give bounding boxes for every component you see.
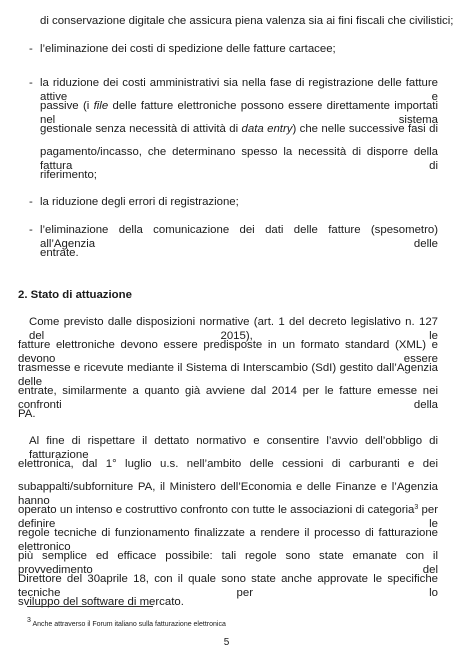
bullet-item-costi-amm-line1: la riduzione dei costi amministrativi sia nella fase di registrazione delle fatture attive e [40, 77, 438, 103]
paragraph-1-line: Come previsto dalle disposizioni normative (art. 1 del decreto legislativo n. 127 del 2015), le [29, 316, 438, 342]
paragraph-1-line: PA. [18, 408, 36, 420]
bullet-item-spedizione: l’eliminazione dei costi di spedizione delle fatture cartacee; [40, 43, 336, 55]
bullet-continuation: di conservazione digitale che assicura piena valenza sia ai fini fiscali che civilistici; [40, 15, 453, 27]
paragraph-2-line: Direttore del 30aprile 18, con il quale sono state anche approvate le specifiche tecniche per lo [18, 573, 438, 599]
footnote [27, 617, 226, 629]
paragraph-2-line: subappalti/subforniture PA, il Ministero dell’Economia e delle Finanze e l’Agenzia hanno [18, 481, 438, 507]
bullet-item-spesometro-line1: l’eliminazione della comunicazione dei dati delle fatture (spesometro) all’Agenzia delle [40, 224, 438, 250]
bullet-item-errori: la riduzione degli errori di registrazione; [40, 196, 239, 208]
bullet-item-spesometro-line2: entrate. [40, 247, 79, 259]
paragraph-1-line: entrate, similarmente a quanto già avviene dal 2014 per le fatture emesse nei confronti della [18, 385, 438, 411]
bullet-dash: - [29, 196, 33, 208]
bullet-dash: - [29, 77, 33, 89]
paragraph-2-line: regole tecniche di funzionamento finalizzate a rendere il processo di fatturazione elettronico [18, 527, 438, 553]
paragraph-1-line: fatture elettroniche devono essere predisposte in un formato standard (XML) e devono essere [18, 339, 438, 365]
paragraph-2-line: elettronica, dal 1° luglio u.s. nell’ambito delle cessioni di carburanti e dei [18, 458, 438, 470]
bullet-item-costi-amm-line2: passive (i file delle fatture elettroniche possono essere direttamente importati nel sistema [40, 100, 438, 126]
footnote-number: 3 [27, 617, 31, 624]
paragraph-2-line: operato un intenso e costruttivo confronto con tutte le associazioni di categoria$^3$ per definire le [18, 504, 438, 530]
page-number: 5 [223, 637, 230, 648]
paragraph-2-line: più semplice ed efficace possibile: tali regole sono state emanate con il provvedimento del [18, 550, 438, 576]
footnote-text: Anche attraverso il Forum italiano sulla fatturazione elettronica [30, 621, 226, 628]
footnote-separator [27, 606, 153, 607]
paragraph-2-line: Al fine di rispettare il dettato normativo e consentire l’avvio dell’obbligo di fatturazione [29, 435, 438, 461]
bullet-dash: - [29, 224, 33, 236]
paragraph-2-line: sviluppo del software di mercato. [18, 596, 184, 608]
paragraph-1-line: trasmesse e ricevute mediante il Sistema di Interscambio (SdI) gestito dall’Agenzia delle [18, 362, 438, 388]
bullet-item-costi-amm-line5: riferimento; [40, 169, 97, 181]
bullet-item-costi-amm-line4: pagamento/incasso, che determinano spesso la necessità di disporre della fattura di [40, 146, 438, 172]
bullet-dash: - [29, 43, 33, 55]
footnote-reference: 3 [414, 504, 419, 511]
section-heading: 2. Stato di attuazione [18, 289, 132, 301]
bullet-item-costi-amm-line3: gestionale senza necessità di attività di data entry) che nelle successive fasi di [40, 123, 438, 135]
